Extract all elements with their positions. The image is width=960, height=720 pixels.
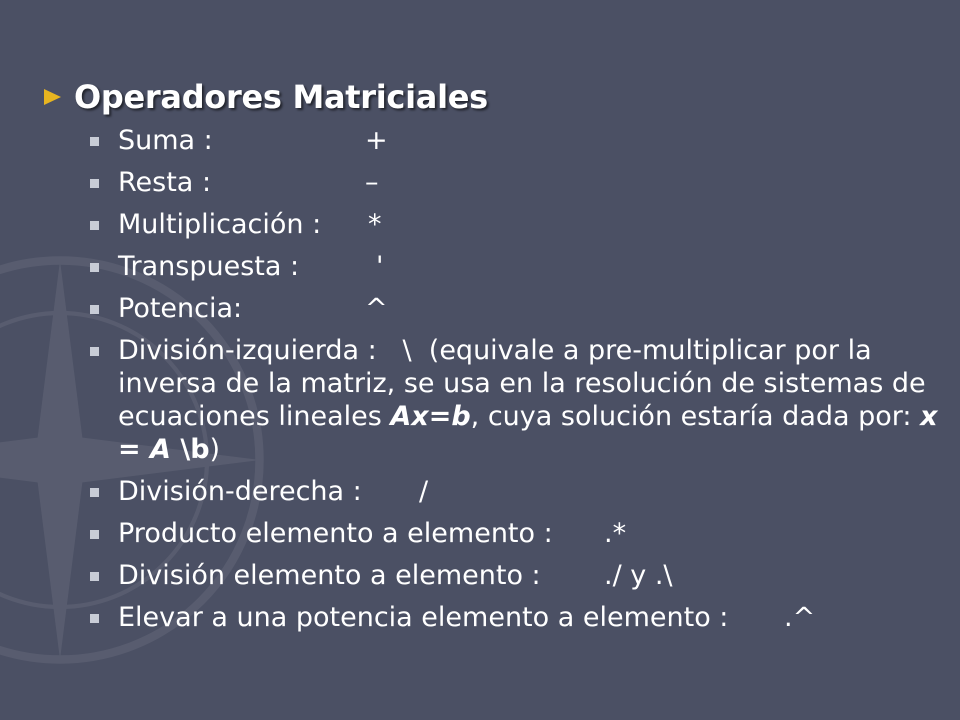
list-item xyxy=(90,292,940,325)
list-item xyxy=(90,475,940,508)
square-icon xyxy=(90,530,99,539)
square-icon xyxy=(90,221,99,230)
item-value: ' xyxy=(376,251,384,282)
list-item xyxy=(90,559,940,592)
item-label: Transpuesta : xyxy=(118,251,300,282)
square-icon xyxy=(90,488,99,497)
item-value: * xyxy=(368,209,382,240)
square-icon xyxy=(90,305,99,314)
equation-ax-b: Ax=b xyxy=(390,401,471,432)
square-icon xyxy=(90,137,99,146)
item-value: ./ y .\ xyxy=(604,560,673,591)
square-icon xyxy=(90,179,99,188)
heading-text: Operadores Matriciales xyxy=(74,78,488,116)
item-value: \ xyxy=(402,335,412,366)
square-icon xyxy=(90,572,99,581)
item-label: División-izquierda : xyxy=(118,335,377,366)
item-value: .* xyxy=(604,518,627,549)
item-label: Potencia: xyxy=(118,293,243,324)
item-label: Producto elemento a elemento : xyxy=(118,518,553,549)
item-label: Suma : xyxy=(118,125,213,156)
item-label: División-derecha : xyxy=(118,476,362,507)
item-label: Elevar a una potencia elemento a elemento : xyxy=(118,602,729,633)
square-icon xyxy=(90,614,99,623)
list-item xyxy=(90,517,940,550)
square-icon xyxy=(90,347,99,356)
item-value: ^ xyxy=(365,293,388,324)
square-icon xyxy=(90,263,99,272)
operator-list xyxy=(90,124,940,643)
list-item xyxy=(90,601,940,634)
list-item xyxy=(90,166,940,199)
item-label: Resta : xyxy=(118,167,212,198)
list-item-division-izquierda xyxy=(90,334,940,466)
list-item xyxy=(90,124,940,157)
item-value: / xyxy=(419,476,429,507)
item-value: + xyxy=(365,125,388,156)
list-item xyxy=(90,208,940,241)
item-desc-c: ) xyxy=(209,434,221,465)
triangle-right-icon xyxy=(44,89,61,105)
item-label: Multiplicación : xyxy=(118,209,322,240)
list-item xyxy=(90,250,940,283)
item-value: .^ xyxy=(784,602,816,633)
equation-backslash-b: \b xyxy=(180,434,210,465)
item-label: División elemento a elemento : xyxy=(118,560,541,591)
item-desc-b: , cuya solución estaría dada por: xyxy=(470,401,921,432)
slide-heading xyxy=(44,78,488,116)
item-desc-a: (equivale a pre-multiplicar por la inversa de la matriz, se usa en la resolución de sistemas de ecuaciones lineales xyxy=(118,335,926,432)
item-value: – xyxy=(365,167,379,198)
equation-x-a: x = A xyxy=(118,401,938,465)
